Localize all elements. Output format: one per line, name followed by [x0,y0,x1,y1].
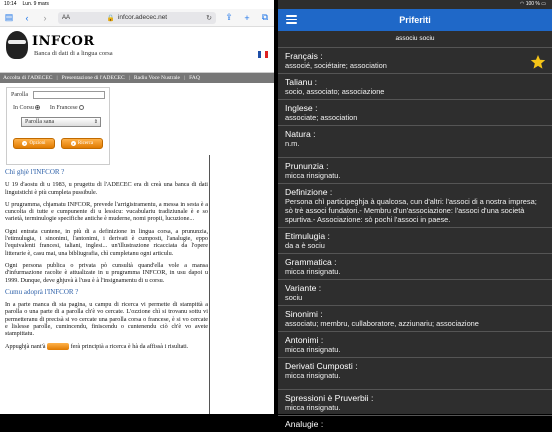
site-title: INFCOR [32,34,95,49]
status-bar [0,0,274,9]
nav-presentazione[interactable]: Presentazione di l'ADECEC [61,75,125,81]
article-paragraph: In a parte manca di sta pagina, u campu di ricerca vi permette di stampittà a parolla o una parte di a parolla ch'è vo cercate. L'ozzione chì si trovanu sottu vi permetteranu di precisà si vo cercate una parolla corsa o francese, è si vo cercate e lislesse parolle, cumincendu, finiscendu o cuntenendu ciò ch'è vo avete stampittatu. [5,301,208,338]
entry-prununzia: Prununzia : micca rinsignatu. [278,157,552,183]
safari-toolbar [0,9,274,27]
address-bar[interactable] [58,12,216,24]
battery-text: 100 % [525,1,540,7]
entry-natura: Natura : n.m. [278,125,552,151]
article-paragraph: Appughjà nant'à ferà principià a ricerca è hà da affissà i risultati. [5,342,189,350]
nav-faq[interactable]: FAQ [189,75,200,81]
entry-grammatica: Grammatica : micca rinsignatu. [278,253,552,279]
radio-francese-dot[interactable] [79,105,84,110]
new-tab-icon[interactable]: + [244,12,250,23]
hamburger-menu-icon[interactable] [286,15,297,24]
entry-variante: Variante : sociu [278,279,552,305]
search-panel [6,87,110,165]
status-date: Lun. 9 mars [22,1,49,7]
ricerca-button[interactable]: ⌕ Ricerca [61,138,103,149]
entry-spressioni: Spressioni è Pruverbii : micca rinsignatu. [278,389,552,415]
search-icon: ⌕ [72,141,75,146]
article [5,165,208,355]
safari-pane [0,0,274,414]
app-title: Priferiti [399,15,431,25]
radio-corsu[interactable]: In Corsu [13,105,40,111]
opzioni-button[interactable]: + Opzioni [13,138,55,149]
article-heading-1: Chì ghjè l'INFCOR ? [5,168,65,176]
entry-list [278,47,552,432]
entry-derivati: Derivati Cumposti : micca rinsignatu. [278,357,552,383]
share-icon[interactable]: ⇪ [225,12,233,22]
tabs-icon[interactable]: ⧉ [261,12,269,22]
entry-sinonimi: Sinonimi : associatu; membru, cullaboratore, azziunariu; associazione [278,305,552,331]
status-time: 10:14 [4,1,17,7]
lock-icon: 🔒 [106,14,115,22]
sidebar-icon[interactable]: ▤ [4,12,14,22]
entry-antonimi: Antonimi : micca rinsignatu. [278,331,552,357]
article-paragraph: U prugramma, chjamatu INFCOR, prevede l'arrigistramentu, a messa in sesta è a cuncolta di tutte e cumpunente di u lessicu: vucabulariu tradiziunale è e so varietà, terminulogie specifiche antiche è muderne, nomi propii, lucuzione... [5,200,208,223]
select-arrows-icon: ⇕ [93,120,98,125]
battery-icon: ▭ [541,1,546,7]
back-icon[interactable]: ‹ [25,12,29,23]
search-buttons [13,138,103,149]
status-right [278,0,552,9]
options-icon: + [23,141,27,146]
entry-inglese: Inglese : associate; association [278,99,552,125]
parolla-label: Parolla [11,92,28,98]
french-flag-icon[interactable] [258,51,268,58]
radio-francese[interactable]: In Francese [50,105,84,111]
app-header [278,9,552,31]
site-nav: Accolta di l'ADECEC | Presentazione di l'ADECEC | Radiu Voce Nustrale | FAQ [0,73,274,83]
nav-accolta[interactable]: Accolta di l'ADECEC [3,75,53,81]
entry-etimulugia: Etimulugia : da a è sociu [278,227,552,253]
site-header [0,27,274,73]
article-paragraph: U 19 d'aostu di u 1983, u prugettu di l'ADECEC era di creà una banca di dati linguistichi è più cumpleta pussibule. [5,181,208,196]
entry-talianu: Talianu : socio, associato; associazione [278,73,552,99]
reader-aa-button[interactable]: AA [62,14,71,21]
nav-radiu[interactable]: Radiu Voce Nustrale [133,75,180,81]
entry-analugie: Analugie : [278,415,552,432]
article-paragraph: Ogni persona publica o privata pò cunsultà quand'ella vole a mansa d'infurmazione racolte è attualizate in u prugramma INFCOR, in usu dapoi u 1999. Dunque, deve ghjuvà à l'usu è à l'insignamentu di u corsu. [5,261,208,284]
reload-icon[interactable]: ↻ [206,14,212,22]
column-divider [209,155,210,414]
article-paragraph: Ogni entrata cuntene, in più di a definizione in lingua corsa, a prununzia, l'etimulugia, i sinonimi, l'antonimi, i derivati è cumposti, l'analugie, eppo l'equivalenti francesi, taliani, inglesi... un'illustrazione ricacciata da l'opere litterarie è, casu mai, una bibliugrafia, chì cumpletanu ogni articulu. [5,227,208,257]
favorite-star-icon[interactable] [530,54,546,70]
headword: associu sociu [278,31,552,47]
wifi-icon: ◠ [519,1,525,7]
radio-corsu-dot[interactable] [35,105,40,110]
priferiti-app-pane [278,0,552,429]
site-subtitle: Banca di dati di a lingua corsa [34,50,113,57]
match-select[interactable]: Parolla sana ⇕ [21,117,101,127]
url-text: infcor.adecec.net [117,14,168,21]
entry-francais: Français : associé, sociétaire; association [278,47,552,73]
forward-icon[interactable]: › [43,12,47,23]
parolla-input[interactable] [33,91,105,99]
inline-ricerca-button-icon [47,343,69,350]
language-radios [13,105,84,111]
entry-definizione: Definizione : Persona chì participeghja à qualcosa, cun d'altri: l'associ di a nostra impresa; sò trè associ fundatori.- Membru d'un'associazione: l'associ d'una società spurtiva.- Associazione: sò pochi l'associ in paese. [278,183,552,227]
corsican-moor-logo [6,31,28,59]
article-heading-2: Cumu adoprà l'INFCOR ? [5,287,79,296]
